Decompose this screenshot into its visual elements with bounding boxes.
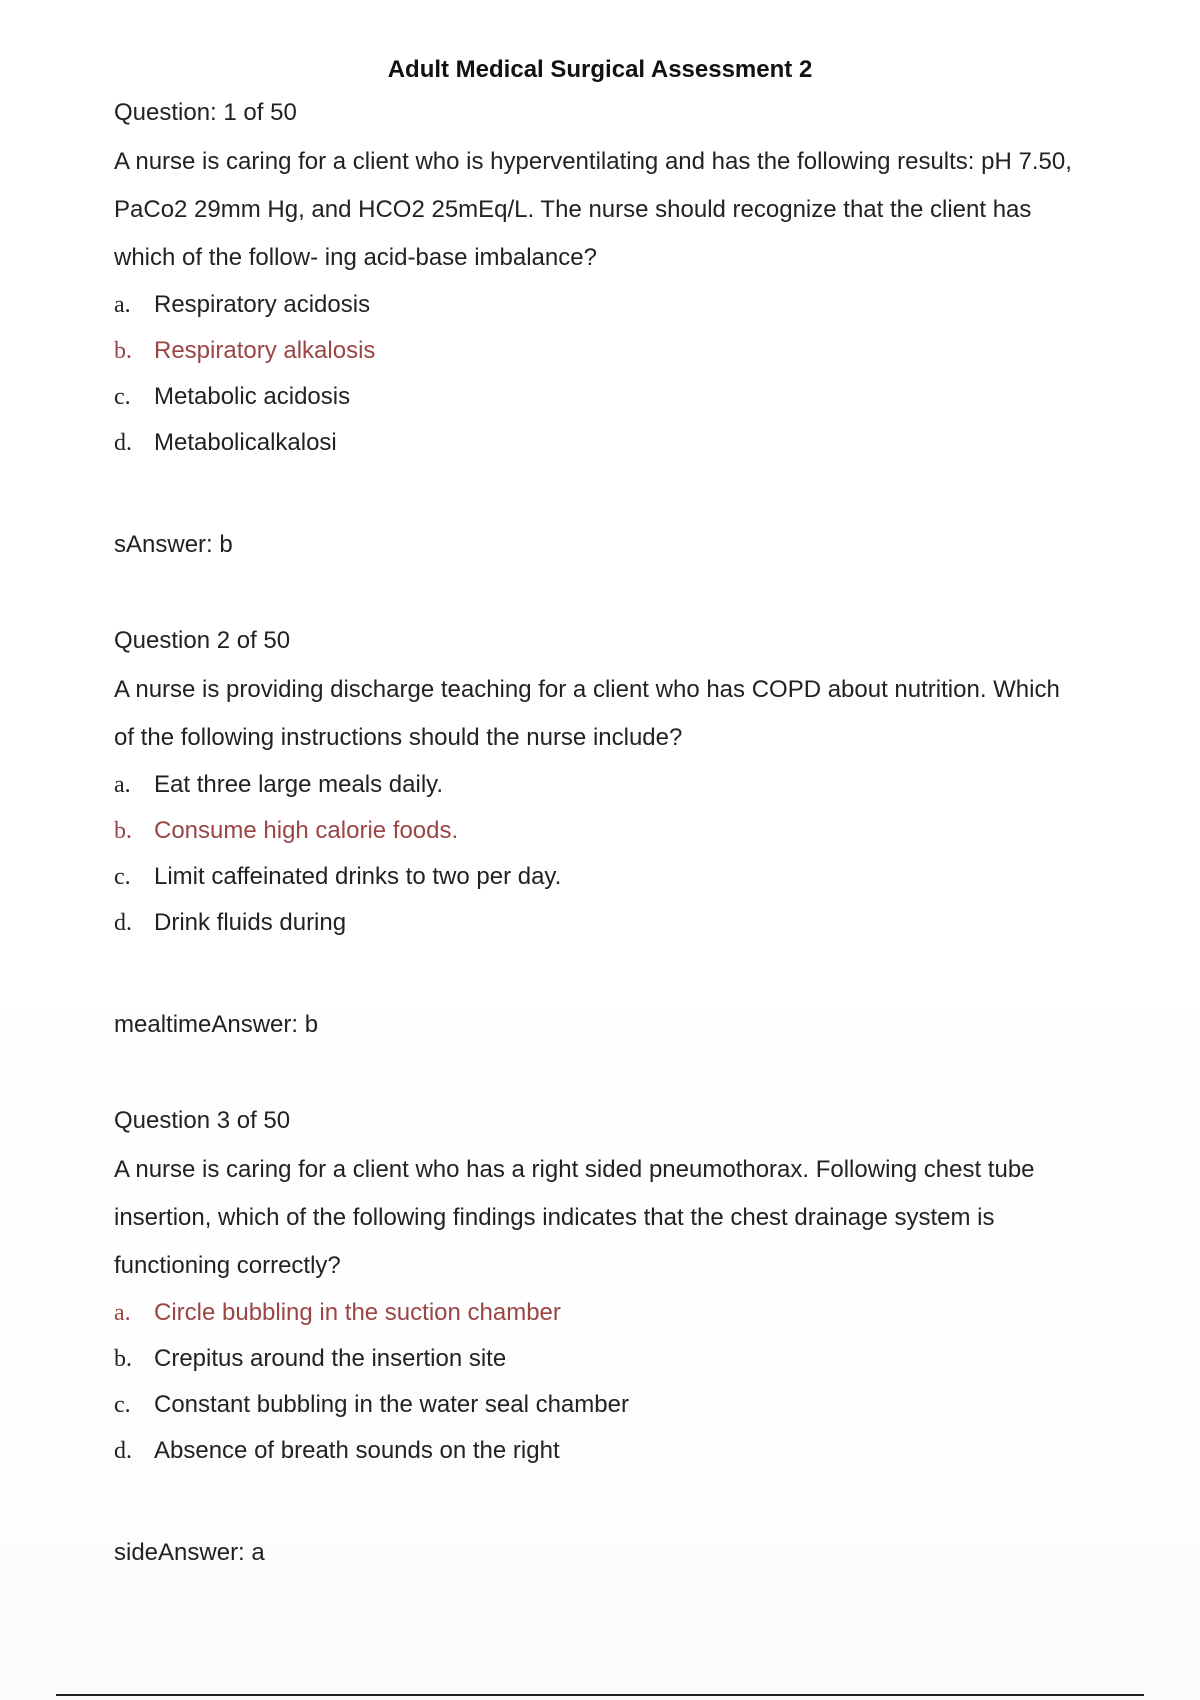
answer-line: sideAnswer: a <box>114 1539 265 1566</box>
options-list <box>114 1290 1074 1474</box>
option-letter: a. <box>114 292 131 318</box>
question-text: A nurse is caring for a client who is hyperventilating and has the following results: pH 7.50, PaCo2 29mm Hg, and HCO2 25mEq/L. The nurse should recognize that the client has which of the follow- ing acid-base imbalance? <box>114 148 1072 271</box>
option-text: Limit caffeinated drinks to two per day. <box>154 863 562 890</box>
option-b <box>114 1336 1074 1382</box>
question-header: Question 3 of 50 <box>114 1107 291 1134</box>
option-d <box>114 420 1074 466</box>
option-letter: d. <box>114 430 132 456</box>
option-text: Eat three large meals daily. <box>154 771 444 798</box>
option-text: Crepitus around the insertion site <box>154 1345 507 1372</box>
question-text: A nurse is providing discharge teaching for a client who has COPD about nutrition. Which of the following instructions should the nurse include? <box>114 676 1060 751</box>
option-a <box>114 1290 1074 1336</box>
footer-divider <box>56 1694 1144 1696</box>
option-text: Absence of breath sounds on the right <box>154 1437 560 1464</box>
option-b <box>114 808 1074 854</box>
option-c <box>114 374 1074 420</box>
option-b <box>114 328 1074 374</box>
option-text: Drink fluids during <box>154 909 347 936</box>
question-header: Question 2 of 50 <box>114 627 291 654</box>
option-text: Respiratory alkalosis <box>154 337 376 364</box>
option-d <box>114 1428 1074 1474</box>
option-letter: d. <box>114 910 132 936</box>
option-text: Constant bubbling in the water seal chamber <box>154 1391 629 1418</box>
option-letter: b. <box>114 818 132 844</box>
option-letter: a. <box>114 772 131 798</box>
option-letter: c. <box>114 1392 131 1418</box>
option-text: Consume high calorie foods. <box>154 817 459 844</box>
option-a <box>114 762 1074 808</box>
page-title: Adult Medical Surgical Assessment 2 <box>387 56 813 83</box>
question-block-2 <box>114 626 1074 1040</box>
answer-line: mealtimeAnswer: b <box>114 1011 319 1038</box>
options-list <box>114 282 1074 466</box>
option-letter: c. <box>114 384 131 410</box>
question-header: Question: 1 of 50 <box>114 99 297 126</box>
option-text: Metabolicalkalosi <box>154 429 337 456</box>
question-text: A nurse is caring for a client who has a right sided pneumothorax. Following chest tube insertion, which of the following findings indicates that the chest drainage system is functioning correctly? <box>114 1156 1035 1279</box>
questions-container <box>114 98 1074 1634</box>
option-letter: d. <box>114 1438 132 1464</box>
question-block-3 <box>114 1106 1074 1568</box>
option-letter: b. <box>114 338 132 364</box>
options-list <box>114 762 1074 946</box>
option-letter: c. <box>114 864 131 890</box>
answer-line: sAnswer: b <box>114 531 233 558</box>
option-c <box>114 854 1074 900</box>
option-letter: b. <box>114 1346 132 1372</box>
option-text: Circle bubbling in the suction chamber <box>154 1299 561 1326</box>
option-d <box>114 900 1074 946</box>
option-a <box>114 282 1074 328</box>
option-c <box>114 1382 1074 1428</box>
option-letter: a. <box>114 1300 131 1326</box>
option-text: Metabolic acidosis <box>154 383 351 410</box>
option-text: Respiratory acidosis <box>154 291 371 318</box>
question-block-1 <box>114 98 1074 560</box>
